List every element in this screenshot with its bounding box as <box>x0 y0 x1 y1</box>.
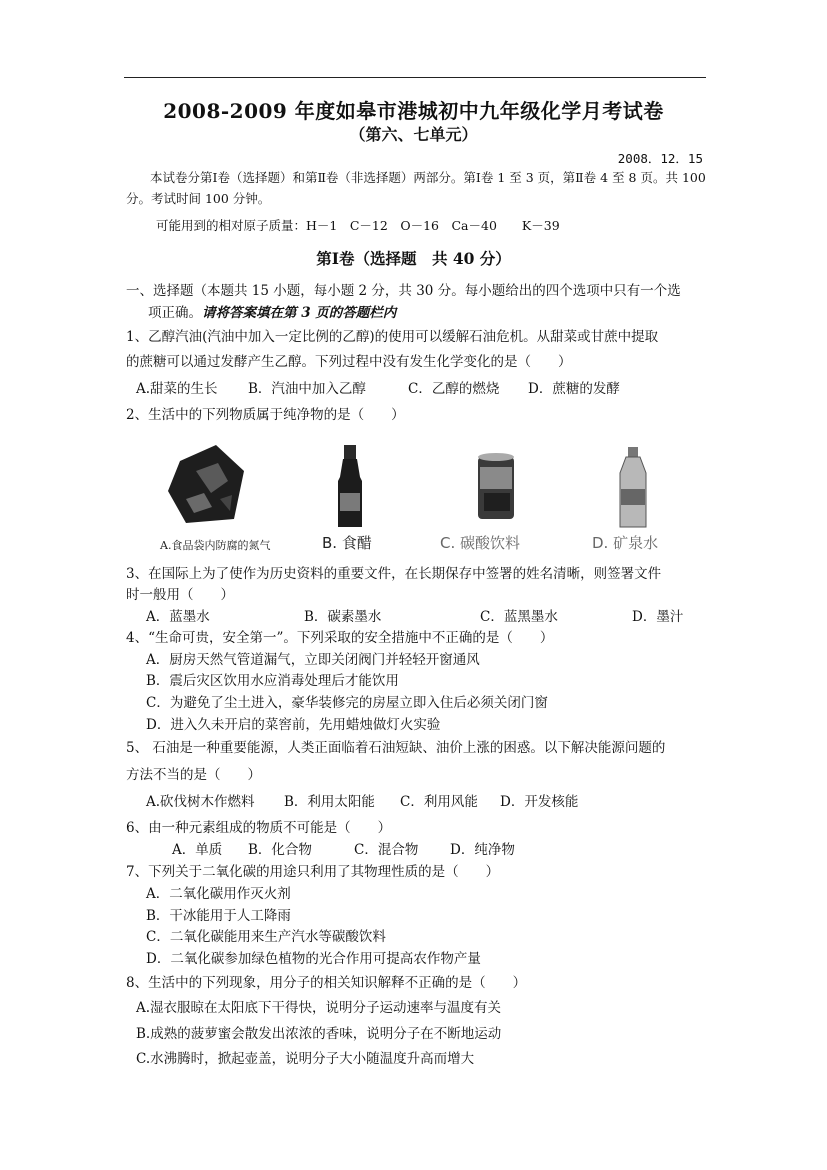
q3-stem-line-2: 时一般用（ ） <box>126 587 234 603</box>
figure-c-caption: C. 碳酸饮料 <box>440 534 521 552</box>
q8-stem: 8、生活中的下列现象，用分子的相关知识解释不正确的是（ ） <box>126 975 527 991</box>
instructions-line-2 <box>148 303 396 323</box>
q6-option-d: D．纯净物 <box>450 842 515 858</box>
figure-a-caption: A.食品袋内防腐的氮气 <box>160 539 271 552</box>
q7-stem: 7、下列关于二氧化碳的用途只利用了其物理性质的是（ ） <box>126 864 500 880</box>
vinegar-bottle-icon <box>316 441 396 533</box>
q7-option-b: B．干冰能用于人工降雨 <box>146 908 291 924</box>
q6-options <box>172 840 515 860</box>
q3-option-b: B．碳素墨水 <box>304 609 382 625</box>
q3-option-a: A．蓝墨水 <box>146 609 210 625</box>
exam-subtitle: （第六、七单元） <box>349 125 478 144</box>
instructions-line-1: 一、选择题（本题共 15 小题，每小题 2 分，共 30 分。每小题给出的四个选项中只有一个选 <box>126 283 681 299</box>
figure-soda-can <box>436 441 546 553</box>
exam-title: 2008-2009 年度如皋市港城初中九年级化学月考试卷 <box>163 99 664 123</box>
q3-options <box>146 607 683 627</box>
q6-stem: 6、由一种元素组成的物质不可能是（ ） <box>126 820 392 836</box>
q1-option-a: A.甜菜的生长 <box>136 381 218 397</box>
soda-can-icon <box>436 441 546 533</box>
figure-vinegar-bottle <box>316 441 396 553</box>
exam-date: 2008．12．15 <box>617 151 703 166</box>
q3-option-c: C．蓝黑墨水 <box>480 609 558 625</box>
instructions-emphasis: 请将答案填在第 3 页的答题栏内 <box>202 305 397 321</box>
q7-option-c: C．二氧化碳能用来生产汽水等碳酸饮料 <box>146 929 386 945</box>
q1-option-d: D．蔗糖的发酵 <box>528 381 620 397</box>
q7-option-a: A．二氧化碳用作灭火剂 <box>146 886 291 902</box>
q6-option-c: C．混合物 <box>354 842 419 858</box>
nitrogen-bag-icon <box>156 441 306 533</box>
q5-option-d: D．开发核能 <box>500 794 579 810</box>
q5-option-b: B．利用太阳能 <box>284 794 375 810</box>
q4-option-b: B．震后灾区饮用水应消毒处理后才能饮用 <box>146 673 399 689</box>
q4-option-d: D．进入久未开启的菜窖前，先用蜡烛做灯火实验 <box>146 717 441 733</box>
atomic-masses: 可能用到的相对原子质量：H－1 C－12 O－16 Ca－40 K－39 <box>156 218 560 233</box>
header-rule <box>124 77 706 78</box>
q1-option-c: C．乙醇的燃烧 <box>408 381 500 397</box>
intro-line-2: 分。考试时间 100 分钟。 <box>126 191 271 206</box>
q4-stem: 4、“生命可贵，安全第一”。下列采取的安全措施中不正确的是（ ） <box>126 630 554 646</box>
figure-mineral-water <box>586 441 696 553</box>
q1-option-b: B．汽油中加入乙醇 <box>248 381 366 397</box>
instructions-prefix: 项正确。 <box>148 305 202 321</box>
q1-options <box>136 379 620 399</box>
q3-stem-line-1: 3、在国际上为了使作为历史资料的重要文件，在长期保存中签署的姓名清晰，则签署文件 <box>126 566 662 582</box>
q8-option-b: B.成熟的菠萝蜜会散发出浓浓的香味，说明分子在不断地运动 <box>136 1026 502 1042</box>
figure-nitrogen-bag <box>156 441 306 553</box>
q2-stem: 2、生活中的下列物质属于纯净物的是（ ） <box>126 407 405 423</box>
q5-option-c: C．利用风能 <box>400 794 478 810</box>
q5-stem-line-1: 5、 石油是一种重要能源，人类正面临着石油短缺、油价上涨的困惑。以下解决能源问题的 <box>126 740 666 756</box>
mineral-water-bottle-icon <box>586 441 696 533</box>
q5-options <box>146 792 578 812</box>
q8-option-c: C.水沸腾时，掀起壶盖，说明分子大小随温度升高而增大 <box>136 1051 475 1067</box>
q4-option-c: C．为避免了尘土进入，豪华装修完的房屋立即入住后必须关闭门窗 <box>146 695 548 711</box>
q7-option-d: D．二氧化碳参加绿色植物的光合作用可提高农作物产量 <box>146 951 481 967</box>
q6-option-b: B．化合物 <box>248 842 312 858</box>
q5-option-a: A.砍伐树木作燃料 <box>146 794 255 810</box>
q4-option-a: A．厨房天然气管道漏气，立即关闭阀门并轻轻开窗通风 <box>146 652 480 668</box>
figure-b-caption: B. 食醋 <box>322 534 372 552</box>
q8-option-a: A.湿衣服晾在太阳底下干得快，说明分子运动速率与温度有关 <box>136 1000 502 1016</box>
q1-stem-line-1: 1、乙醇汽油(汽油中加入一定比例的乙醇)的使用可以缓解石油危机。从甜菜或甘蔗中提取 <box>126 329 659 345</box>
q2-figures <box>156 441 696 553</box>
q1-stem-line-2: 的蔗糖可以通过发酵产生乙醇。下列过程中没有发生化学变化的是（ ） <box>126 354 572 370</box>
intro-line-1: 本试卷分第Ⅰ卷（选择题）和第Ⅱ卷（非选择题）两部分。第Ⅰ卷 1 至 3 页，第Ⅱ卷 4 至 8 页。共 100 <box>150 170 706 185</box>
q3-option-d: D．墨汁 <box>632 609 684 625</box>
q5-stem-line-2: 方法不当的是（ ） <box>126 767 261 783</box>
figure-d-caption: D. 矿泉水 <box>592 534 659 552</box>
q6-option-a: A．单质 <box>172 842 223 858</box>
section-title: 第Ⅰ卷（选择题 共 40 分） <box>316 249 511 268</box>
